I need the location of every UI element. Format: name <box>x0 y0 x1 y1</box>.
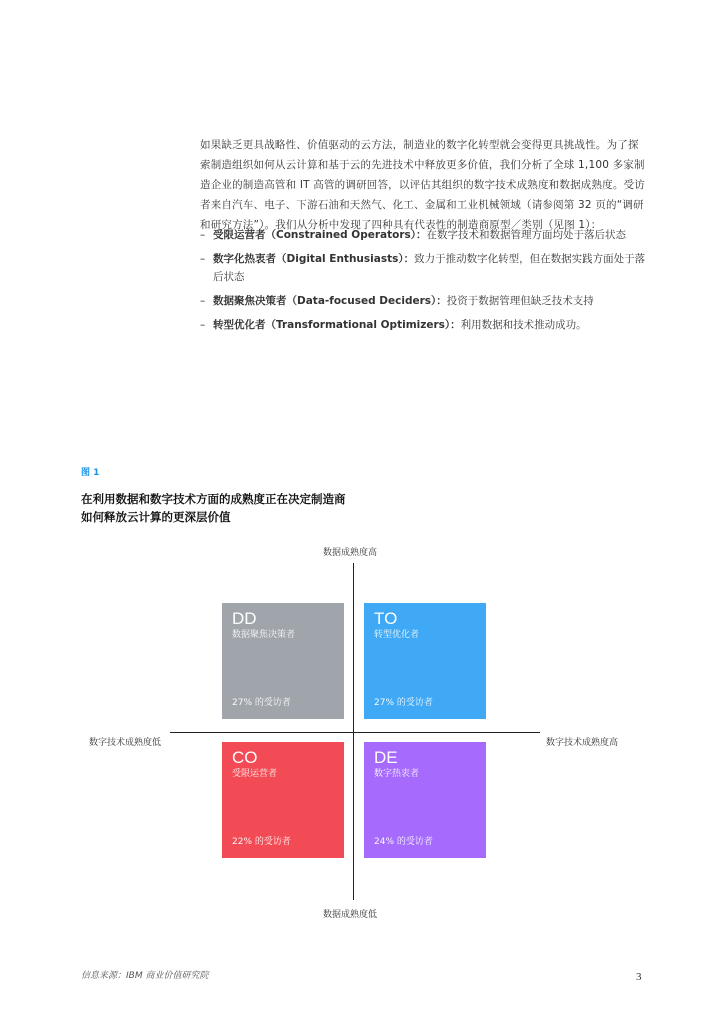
list-item <box>200 292 655 310</box>
quadrant-abbr: CO <box>232 748 258 767</box>
quadrant-name: 数据聚焦决策者 <box>232 630 296 640</box>
quadrant-name: 数字热衷者 <box>374 769 420 779</box>
archetype-list <box>200 226 655 340</box>
intro-paragraph: 如果缺乏更具战略性、价值驱动的云方法，制造业的数字化转型就会变得更具挑战性。为了探索制造组织如何从云计算和基于云的先进技术中释放更多价值，我们分析了全球 1,100 多家制造企业的制造高管和 IT 高管的调研回答，以评估其组织的数字技术成熟度和数据成熟度。受访者来自汽车、电子、下游石油和天然气、化工、金属和工业机械领域（请参阅第 32 页的“调研和研究方法”）。我们从分析中发现了四种具有代表性的制造商原型／类别（见图 1）： <box>200 138 645 231</box>
archetype-term: 转型优化者（Transformational Optimizers）： <box>213 319 461 331</box>
quadrant-abbr: DD <box>232 609 257 628</box>
page-number: 3 <box>636 971 642 983</box>
list-item <box>200 226 655 244</box>
quadrant-abbr: TO <box>374 609 398 628</box>
quadrant-name: 受限运营者 <box>232 769 278 779</box>
quadrant-to <box>364 603 486 719</box>
quadrant-co <box>222 742 344 858</box>
quadrant-de <box>364 742 486 858</box>
horizontal-axis <box>170 732 540 733</box>
bullet-dash: – <box>200 319 206 331</box>
axis-label-top: 数据成熟度高 <box>323 548 378 558</box>
bullet-dash: – <box>200 229 206 241</box>
archetype-desc: 致力于推动数字化转型，但在数据实践方面处于落后状态 <box>213 253 646 283</box>
axis-label-left: 数字技术成熟度低 <box>89 738 162 748</box>
list-item <box>200 250 655 286</box>
source-note: 信息来源：IBM 商业价值研究院 <box>81 971 209 981</box>
quadrant-percentage: 27% 的受访者 <box>232 698 291 708</box>
figure-label: 图 1 <box>81 468 100 478</box>
bullet-dash: – <box>200 253 206 265</box>
figure-title <box>81 490 481 526</box>
quadrant-percentage: 22% 的受访者 <box>232 837 291 847</box>
figure-title-line: 在利用数据和数字技术方面的成熟度正在决定制造商 <box>81 492 346 506</box>
archetype-desc: 利用数据和技术推动成功。 <box>460 319 587 331</box>
quadrant-percentage: 27% 的受访者 <box>374 698 433 708</box>
archetype-term: 受限运营者（Constrained Operators）： <box>213 229 427 241</box>
bullet-dash: – <box>200 295 206 307</box>
quadrant-dd <box>222 603 344 719</box>
archetype-term: 数据聚焦决策者（Data-focused Deciders）： <box>213 295 447 307</box>
quadrant-name: 转型优化者 <box>374 630 420 640</box>
archetype-term: 数字化热衷者（Digital Enthusiasts）： <box>213 253 415 265</box>
axis-label-right: 数字技术成熟度高 <box>546 738 619 748</box>
quadrant-percentage: 24% 的受访者 <box>374 837 433 847</box>
archetype-desc: 在数字技术和数据管理方面均处于落后状态 <box>426 229 627 241</box>
axis-label-bottom: 数据成熟度低 <box>323 910 378 920</box>
list-item <box>200 316 655 334</box>
archetype-desc: 投资于数据管理但缺乏技术支持 <box>446 295 594 307</box>
quadrant-abbr: DE <box>374 748 398 767</box>
figure-title-line: 如何释放云计算的更深层价值 <box>81 510 231 524</box>
